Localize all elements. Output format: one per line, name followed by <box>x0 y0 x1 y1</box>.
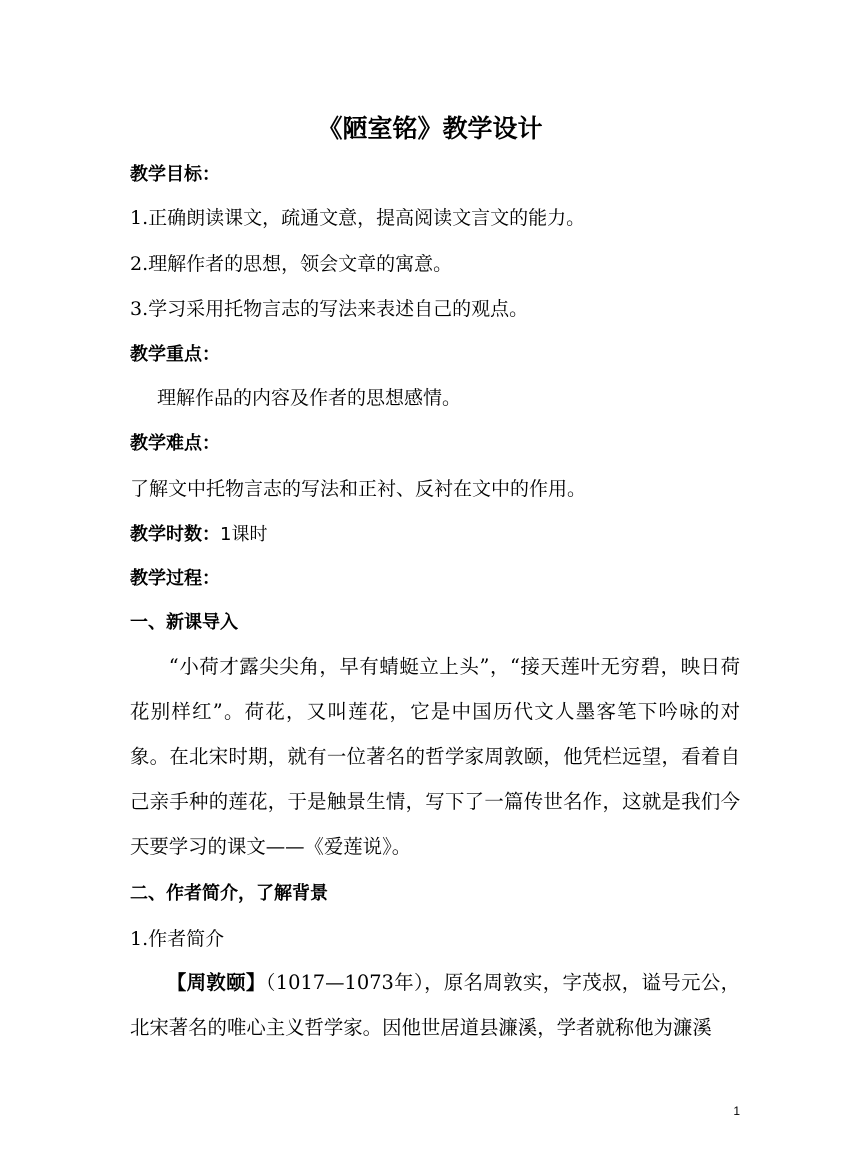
author-paragraph <box>130 960 740 1050</box>
section1-heading: 一、新课导入 <box>130 612 238 633</box>
hours-value: 1课时 <box>220 524 268 545</box>
section1-paragraph: “小荷才露尖尖角，早有蜻蜓立上头”，“接天莲叶无穷碧，映日荷花别样红”。荷花，又叫莲花，它是中国历代文人墨客笔下吟咏的对象。在北宋时期，就有一位著名的哲学家周敦颐，他凭栏远望，看着自己亲手种的莲花，于是触景生情，写下了一篇传世名作，这就是我们今天要学习的课文——《爱莲说》。 <box>130 655 740 858</box>
objective-item-3: 3.学习采用托物言志的写法来表述自己的观点。 <box>130 298 529 320</box>
key-point-heading: 教学重点： <box>130 344 220 365</box>
key-point-text: 理解作品的内容及作者的思想感情。 <box>157 387 462 409</box>
hours-row <box>130 521 740 548</box>
process-heading: 教学过程： <box>130 568 220 589</box>
author-text: （1017—1073年），原名周敦实，字茂叔，谥号元公，北宋著名的唯心主义哲学家。因他世居道县濂溪，学者就称他为濂溪 <box>130 971 741 1039</box>
objective-item-1: 1.正确朗读课文，疏通文意，提高阅读文言文的能力。 <box>130 207 586 229</box>
page-number: 1 <box>733 1104 740 1118</box>
author-subheading: 1.作者简介 <box>130 928 225 950</box>
document-title: 《陋室铭》教学设计 <box>317 114 543 143</box>
objectives-heading: 教学目标： <box>130 164 220 185</box>
objective-item-2: 2.理解作者的思想，领会文章的寓意。 <box>130 253 453 275</box>
author-name-bracket: 【周敦颐】 <box>166 971 266 994</box>
section2-heading: 二、作者简介，了解背景 <box>130 883 328 904</box>
hours-heading: 教学时数： <box>130 524 220 545</box>
difficulty-text: 了解文中托物言志的写法和正衬、反衬在文中的作用。 <box>130 478 587 500</box>
difficulty-heading: 教学难点： <box>130 433 220 454</box>
